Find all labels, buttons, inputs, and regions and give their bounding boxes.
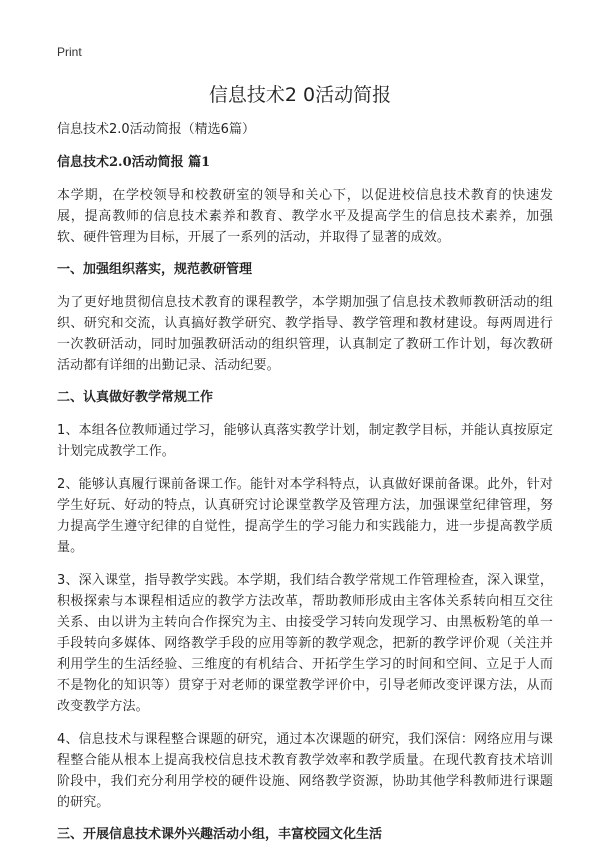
print-label: Print [57, 45, 82, 59]
section-1-paragraph: 为了更好地贯彻信息技术教育的课程教学，本学期加强了信息技术教师教研活动的组织、研究和交流，认真搞好教学研究、教学指导、教学管理和教材建设。每两周进行一次教研活动，同时加强教研活动的组织管理，认真制定了教研工作计划，每次教研活动都有详细的出勤记录、活动纪要。 [57, 295, 553, 373]
section-1-title: 一、加强组织落实，规范教研管理 [57, 262, 253, 277]
document-body [57, 120, 553, 857]
article-heading: 信息技术2.0活动简报 篇1 [57, 155, 211, 170]
section-2-title: 二、认真做好教学常规工作 [57, 390, 214, 405]
document-subtitle: 信息技术2.0活动简报（精选6篇） [57, 122, 255, 137]
document-title: 信息技术2 0活动简报 [208, 84, 392, 106]
section-2-item: 4、信息技术与课程整合课题的研究，通过本次课题的研究，我们深信：网络应用与课程整合能从根本上提高我校信息技术教育教学效率和教学质量。在现代教育技术培训阶段中，我们充分利用学校的硬件设施、网络教学资源，协助其他学科教师进行课题的研究。 [57, 732, 553, 810]
section-2-item: 2、能够认真履行课前备课工作。能针对本学科特点，认真做好课前备课。此外，针对学生好玩、好动的特点，认真研究讨论课堂教学及管理方法，加强课堂纪律管理，努力提高学生遵守纪律的自觉性，提高学生的学习能力和实践能力，进一步提高教学质量。 [57, 477, 553, 555]
section-3-title: 三、开展信息技术课外兴趣活动小组，丰富校园文化生活 [57, 827, 383, 842]
intro-paragraph: 本学期，在学校领导和校教研室的领导和关心下，以促进校信息技术教育的快速发展，提高教师的信息技术素养和教育、教学水平及提高学生的信息技术素养，加强软、硬件管理为目标，开展了一系列的活动，并取得了显著的成效。 [57, 188, 553, 245]
section-2-item: 3、深入课堂，指导教学实践。本学期，我们结合教学常规工作管理检查，深入课堂，积极探索与本课程相适应的教学方法改革，帮助教师形成由主客体关系转向相互交往关系、由以讲为主转向合作探究为主、由接受学习转向发现学习、由黑板粉笔的单一手段转向多媒体、网络教学手段的应用等新的教学观念，把新的教学评价观（关注并利用学生的生活经验、三维度的有机结合、开拓学生学习的时间和空间、立足于人而不是物化的知识等）贯穿于对老师的课堂教学评价中，引导老师改变评课方法，从而改变教学方法。 [57, 573, 553, 714]
section-2-item: 1、本组各位教师通过学习，能够认真落实教学计划，制定教学目标，并能认真按原定计划完成教学工作。 [57, 423, 553, 459]
